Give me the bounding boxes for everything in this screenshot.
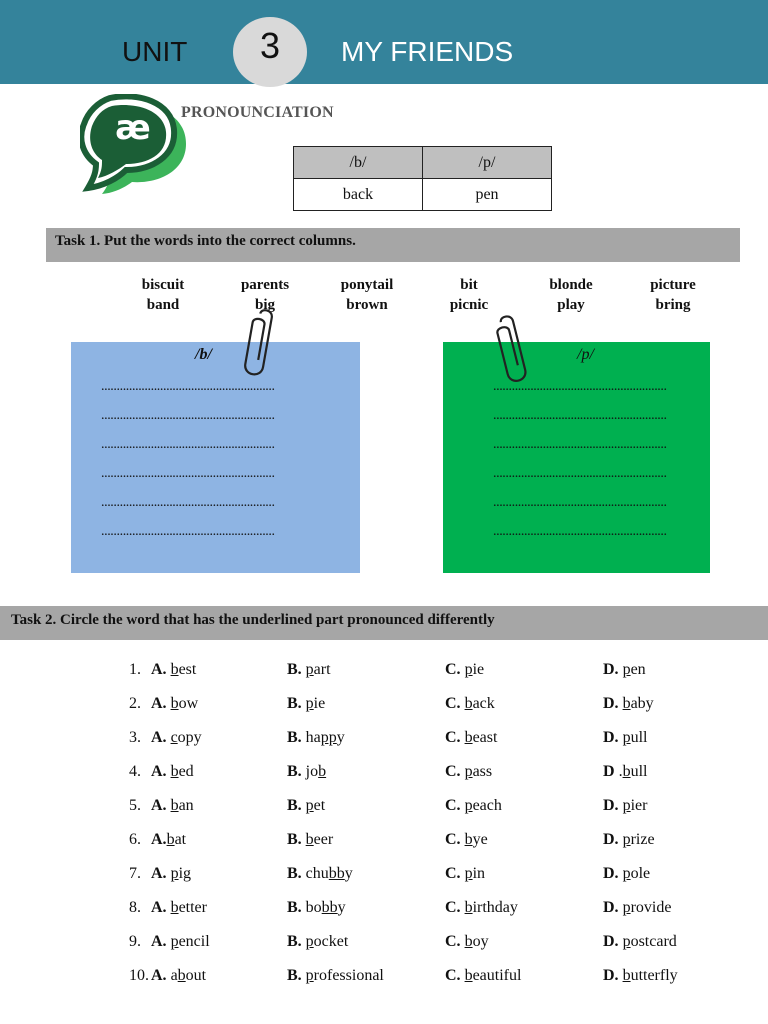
option-letter: B.: [287, 729, 302, 746]
underlined-part: b: [170, 695, 179, 712]
underlined-part: p: [464, 763, 473, 780]
word-suffix: utterfly: [630, 967, 678, 984]
underlined-part: p: [622, 933, 631, 950]
option-letter: A.: [151, 865, 167, 882]
underlined-part: pp: [320, 729, 337, 746]
underlined-part: b: [622, 763, 631, 780]
word-bank-item: bring: [655, 297, 691, 313]
answer-line[interactable]: ........................................................: [493, 495, 667, 510]
word-suffix: art: [313, 661, 331, 678]
option-letter: C.: [445, 967, 461, 984]
word-suffix: encil: [178, 933, 210, 950]
underlined-part: p: [622, 661, 631, 678]
word-suffix: rofessional: [313, 967, 384, 984]
underlined-part: p: [622, 831, 631, 848]
underlined-part: c: [170, 729, 178, 746]
table-header-p: /p/: [423, 147, 552, 179]
question-row: [129, 928, 729, 962]
unit-number: 3: [259, 25, 281, 66]
word-prefix: jo: [305, 763, 319, 780]
table-cell-p: pen: [423, 179, 552, 211]
word-bank-item: ponytail: [340, 277, 394, 293]
answer-option-d[interactable]: [603, 656, 646, 684]
answer-option-b[interactable]: [287, 860, 353, 888]
answer-option-c[interactable]: [445, 690, 495, 718]
option-letter: C.: [445, 729, 461, 746]
answer-option-d[interactable]: [603, 894, 671, 922]
answer-option-d[interactable]: [603, 724, 647, 752]
option-letter: C.: [445, 865, 461, 882]
word-bank-item: band: [146, 297, 180, 313]
answer-option-a[interactable]: [151, 758, 194, 786]
word-suffix: rize: [630, 831, 655, 848]
question-number: 8.: [129, 899, 141, 916]
option-letter: C.: [445, 899, 461, 916]
word-suffix: an: [178, 797, 194, 814]
underlined-part: p: [305, 661, 314, 678]
answer-line[interactable]: ........................................................: [493, 466, 667, 481]
word-suffix: opy: [177, 729, 202, 746]
word-bank: [112, 276, 732, 314]
underlined-part: p: [622, 729, 631, 746]
answer-option-d[interactable]: [603, 962, 678, 990]
underlined-part: b: [318, 763, 327, 780]
option-letter: D.: [603, 695, 619, 712]
question-list: [129, 656, 729, 996]
logo-symbol: æ: [115, 108, 151, 148]
question-number: 3.: [129, 729, 141, 746]
option-letter: D.: [603, 729, 619, 746]
answer-option-a[interactable]: [151, 656, 196, 684]
unit-label: UNIT: [122, 36, 188, 67]
option-letter: C.: [445, 797, 461, 814]
task2-instruction: Task 2. Circle the word that has the underlined part pronounced differently: [0, 606, 768, 640]
answer-option-c[interactable]: [445, 962, 521, 990]
word-suffix: et: [313, 797, 326, 814]
underlined-part: b: [170, 899, 179, 916]
paper-clip-icon: [496, 314, 530, 386]
question-number: 4.: [129, 763, 141, 780]
word-bank-item: picture: [650, 277, 696, 293]
option-letter: B.: [287, 661, 302, 678]
option-letter: A.: [151, 695, 167, 712]
option-letter: C.: [445, 933, 461, 950]
word-prefix: bo: [305, 899, 322, 916]
question-number: 1.: [129, 661, 141, 678]
answer-option-c[interactable]: [445, 826, 488, 854]
question-number: 9.: [129, 933, 141, 950]
word-prefix: ha: [305, 729, 321, 746]
answer-option-d[interactable]: [603, 792, 647, 820]
word-suffix: ass: [472, 763, 493, 780]
word-suffix: y: [337, 899, 346, 916]
word-suffix: oy: [472, 933, 489, 950]
word-suffix: eer: [313, 831, 334, 848]
word-prefix: a: [170, 967, 178, 984]
word-suffix: ull: [630, 763, 648, 780]
answer-option-c[interactable]: [445, 792, 502, 820]
question-row: [129, 724, 729, 758]
option-letter: D.: [603, 899, 619, 916]
table-header-b: /b/: [294, 147, 423, 179]
option-letter: A.: [151, 661, 167, 678]
question-row: [129, 826, 729, 860]
option-letter: B.: [287, 899, 302, 916]
answer-option-d[interactable]: [603, 826, 655, 854]
underlined-part: b: [464, 967, 473, 984]
underlined-part: b: [177, 967, 186, 984]
option-letter: A.: [151, 797, 167, 814]
underlined-part: b: [170, 797, 179, 814]
b-answer-lines[interactable]: [101, 372, 297, 546]
question-row: [129, 860, 729, 894]
answer-option-a[interactable]: [151, 826, 186, 854]
option-letter: D.: [603, 797, 619, 814]
underlined-part: p: [305, 967, 314, 984]
word-bank-item: picnic: [449, 297, 489, 313]
b-sound-note: [71, 342, 360, 573]
answer-option-c[interactable]: [445, 860, 485, 888]
underlined-part: p: [464, 797, 473, 814]
answer-option-a[interactable]: [151, 962, 206, 990]
answer-line[interactable]: ........................................................: [101, 466, 275, 481]
option-letter: B.: [287, 695, 302, 712]
question-number: 2.: [129, 695, 141, 712]
option-letter: C.: [445, 763, 461, 780]
underlined-part: p: [305, 797, 314, 814]
underlined-part: p: [170, 865, 179, 882]
answer-option-a[interactable]: [151, 724, 202, 752]
answer-option-b[interactable]: [287, 724, 345, 752]
answer-option-a[interactable]: [151, 894, 207, 922]
underlined-part: p: [622, 865, 631, 882]
option-letter: C.: [445, 695, 461, 712]
word-suffix: ack: [472, 695, 495, 712]
word-suffix: in: [472, 865, 486, 882]
word-suffix: rovide: [630, 899, 672, 916]
answer-option-d[interactable]: [603, 928, 677, 956]
option-letter: D: [603, 763, 615, 780]
option-letter: A.: [151, 763, 167, 780]
word-suffix: each: [472, 797, 502, 814]
table-row: [294, 179, 552, 211]
word-suffix: eautiful: [472, 967, 522, 984]
answer-option-b[interactable]: [287, 894, 346, 922]
underlined-part: b: [464, 695, 473, 712]
unit-number-badge: [233, 17, 307, 87]
option-letter: B.: [287, 797, 302, 814]
answer-option-b[interactable]: [287, 690, 325, 718]
sound-table: [293, 146, 552, 211]
word-bank-item: parents: [240, 277, 290, 293]
table-cell-b: back: [294, 179, 423, 211]
question-row: [129, 894, 729, 928]
underlined-part: p: [622, 797, 631, 814]
option-letter: D.: [603, 933, 619, 950]
underlined-part: bb: [321, 899, 338, 916]
answer-option-a[interactable]: [151, 690, 198, 718]
answer-line[interactable]: ........................................................: [493, 408, 667, 423]
unit-title: MY FRIENDS: [341, 36, 514, 67]
underlined-part: b: [464, 899, 473, 916]
option-letter: D.: [603, 967, 619, 984]
question-row: [129, 962, 729, 996]
option-letter: B.: [287, 865, 302, 882]
task1-instruction: Task 1. Put the words into the correct columns.: [46, 228, 740, 262]
word-suffix: en: [630, 661, 646, 678]
word-suffix: ig: [178, 865, 192, 882]
word-bank-item: bit: [460, 277, 478, 293]
question-number: 5.: [129, 797, 141, 814]
option-letter: D.: [603, 865, 619, 882]
option-letter: C.: [445, 831, 461, 848]
underlined-part: b: [305, 831, 314, 848]
b-note-heading: /b/: [195, 346, 212, 363]
answer-line[interactable]: ........................................................: [493, 379, 667, 394]
word-suffix: ier: [630, 797, 648, 814]
word-bank-item: big: [254, 297, 275, 313]
option-letter: D.: [603, 661, 619, 678]
answer-line[interactable]: ........................................................: [101, 379, 275, 394]
underlined-part: p: [170, 933, 179, 950]
answer-line[interactable]: ........................................................: [493, 524, 667, 539]
word-suffix: at: [174, 831, 187, 848]
underlined-part: p: [464, 661, 473, 678]
underlined-part: p: [464, 865, 473, 882]
option-letter: A.: [151, 899, 167, 916]
p-note-heading: /p/: [577, 346, 594, 363]
option-letter: A.: [151, 933, 167, 950]
answer-option-b[interactable]: [287, 792, 325, 820]
answer-option-a[interactable]: [151, 928, 210, 956]
answer-option-b[interactable]: [287, 928, 348, 956]
word-suffix: out: [185, 967, 207, 984]
word-suffix: y: [344, 865, 353, 882]
answer-option-b[interactable]: [287, 826, 333, 854]
answer-line[interactable]: ........................................................: [101, 495, 275, 510]
word-suffix: irthday: [472, 899, 518, 916]
option-letter: C.: [445, 661, 461, 678]
option-letter: D.: [603, 831, 619, 848]
option-letter: B.: [287, 763, 302, 780]
p-sound-note: [443, 342, 710, 573]
option-letter: A.: [151, 831, 167, 848]
word-suffix: ostcard: [630, 933, 677, 950]
answer-option-c[interactable]: [445, 656, 484, 684]
word-bank-item: play: [557, 297, 585, 313]
answer-line[interactable]: ........................................................: [493, 437, 667, 452]
answer-option-d[interactable]: [603, 860, 650, 888]
question-row: [129, 792, 729, 826]
word-prefix: chu: [305, 865, 329, 882]
answer-option-b[interactable]: [287, 656, 331, 684]
word-bank-item: biscuit: [141, 277, 185, 293]
word-suffix: ie: [313, 695, 326, 712]
underlined-part: b: [622, 967, 631, 984]
word-suffix: ye: [472, 831, 488, 848]
speech-bubble-icon: [80, 94, 190, 196]
question-row: [129, 690, 729, 724]
question-row: [129, 758, 729, 792]
answer-option-c[interactable]: [445, 928, 489, 956]
word-suffix: east: [472, 729, 498, 746]
answer-line[interactable]: ........................................................: [101, 437, 275, 452]
answer-line[interactable]: ........................................................: [101, 408, 275, 423]
section-title: PRONOUNCIATION: [181, 104, 334, 121]
question-row: [129, 656, 729, 690]
word-suffix: ed: [178, 763, 194, 780]
word-suffix: etter: [178, 899, 207, 916]
underlined-part: p: [622, 899, 631, 916]
word-bank-item: brown: [346, 297, 388, 313]
option-letter: A.: [151, 729, 167, 746]
answer-option-d[interactable]: [603, 758, 647, 786]
word-suffix: ocket: [313, 933, 349, 950]
question-number: 10.: [129, 967, 149, 984]
option-separator: .: [614, 763, 623, 780]
option-letter: B.: [287, 933, 302, 950]
underlined-part: p: [305, 933, 314, 950]
unit-banner: [0, 0, 768, 84]
option-letter: A.: [151, 967, 167, 984]
answer-option-c[interactable]: [445, 894, 518, 922]
answer-option-c[interactable]: [445, 758, 492, 786]
underlined-part: b: [170, 763, 179, 780]
paper-clip-icon: [243, 308, 277, 380]
answer-option-d[interactable]: [603, 690, 654, 718]
question-number: 7.: [129, 865, 141, 882]
underlined-part: b: [166, 831, 175, 848]
underlined-part: b: [464, 831, 473, 848]
table-header-row: [294, 147, 552, 179]
option-letter: B.: [287, 831, 302, 848]
answer-option-c[interactable]: [445, 724, 497, 752]
answer-option-a[interactable]: [151, 860, 191, 888]
underlined-part: b: [622, 695, 631, 712]
option-letter: B.: [287, 967, 302, 984]
underlined-part: p: [305, 695, 314, 712]
underlined-part: b: [464, 729, 473, 746]
word-suffix: y: [336, 729, 345, 746]
word-suffix: ole: [630, 865, 651, 882]
question-number: 6.: [129, 831, 141, 848]
underlined-part: b: [464, 933, 473, 950]
underlined-part: bb: [328, 865, 345, 882]
word-suffix: ow: [178, 695, 199, 712]
answer-line[interactable]: ........................................................: [101, 524, 275, 539]
word-suffix: ull: [630, 729, 648, 746]
word-suffix: est: [178, 661, 197, 678]
word-bank-item: blonde: [549, 277, 593, 293]
answer-option-b[interactable]: [287, 758, 326, 786]
answer-option-a[interactable]: [151, 792, 194, 820]
p-answer-lines[interactable]: [493, 372, 673, 546]
underlined-part: b: [170, 661, 179, 678]
answer-option-b[interactable]: [287, 962, 384, 990]
word-suffix: aby: [630, 695, 654, 712]
word-suffix: ie: [472, 661, 485, 678]
